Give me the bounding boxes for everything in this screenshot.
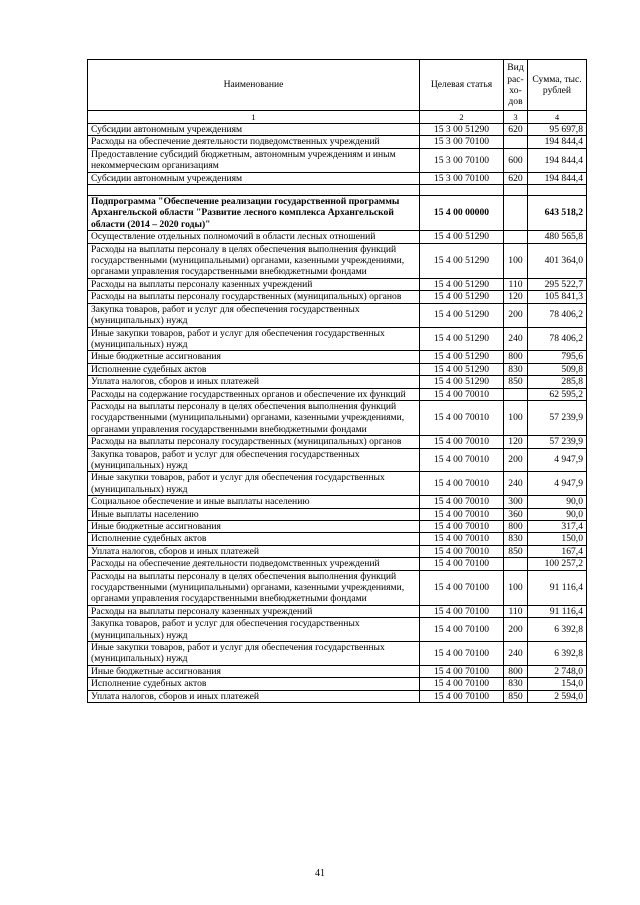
row-target-article-cell: 15 4 00 70100 <box>420 605 504 617</box>
row-expense-type-cell: 110 <box>504 278 528 290</box>
row-expense-type-cell: 360 <box>504 508 528 520</box>
column-number: 3 <box>504 111 528 124</box>
row-expense-type-cell <box>504 388 528 400</box>
row-amount-cell: 91 116,4 <box>528 570 587 605</box>
table-row <box>88 351 587 363</box>
table-row <box>88 533 587 545</box>
table-row <box>88 363 587 375</box>
row-target-article-cell: 15 4 00 70010 <box>420 545 504 557</box>
row-amount-cell: 194 844,4 <box>528 136 587 148</box>
table-row <box>88 376 587 388</box>
table-row <box>88 570 587 605</box>
table-row <box>88 388 587 400</box>
header-name: Наименование <box>88 60 420 111</box>
header-target-article: Целевая статья <box>420 60 504 111</box>
row-name-cell: Уплата налогов, сборов и иных платежей <box>88 545 420 557</box>
table-row <box>88 278 587 290</box>
row-amount-cell: 643 518,2 <box>528 196 587 231</box>
table-row <box>88 605 587 617</box>
column-number: 1 <box>88 111 420 124</box>
column-number-row <box>88 111 587 124</box>
row-amount-cell: 4 947,9 <box>528 448 587 472</box>
row-name-cell: Уплата налогов, сборов и иных платежей <box>88 690 420 702</box>
row-expense-type-cell <box>504 196 528 231</box>
row-expense-type-cell: 240 <box>504 327 528 351</box>
row-target-article-cell: 15 4 00 70010 <box>420 496 504 508</box>
row-amount-cell: 167,4 <box>528 545 587 557</box>
row-target-article-cell: 15 4 00 00000 <box>420 196 504 231</box>
table-row <box>88 472 587 496</box>
row-expense-type-cell <box>504 558 528 570</box>
table-row <box>88 124 587 136</box>
row-expense-type-cell: 100 <box>504 400 528 435</box>
table-row <box>88 327 587 351</box>
row-amount-cell: 91 116,4 <box>528 605 587 617</box>
spacer-row <box>88 185 587 196</box>
row-target-article-cell: 15 4 00 51290 <box>420 351 504 363</box>
row-name-cell: Закупка товаров, работ и услуг для обеспечения государственных (муниципальных) нужд <box>88 448 420 472</box>
row-amount-cell: 150,0 <box>528 533 587 545</box>
table-header-row <box>88 60 587 111</box>
row-target-article-cell: 15 4 00 70010 <box>420 521 504 533</box>
row-amount-cell: 6 392,8 <box>528 642 587 666</box>
row-amount-cell: 100 257,2 <box>528 558 587 570</box>
table-row <box>88 618 587 642</box>
table-row <box>88 678 587 690</box>
row-name-cell: Субсидии автономным учреждениям <box>88 124 420 136</box>
row-target-article-cell: 15 4 00 70010 <box>420 472 504 496</box>
row-name-cell: Расходы на выплаты персоналу казенных учреждений <box>88 278 420 290</box>
row-name-cell: Субсидии автономным учреждениям <box>88 172 420 184</box>
table-row <box>88 231 587 243</box>
row-amount-cell: 295 522,7 <box>528 278 587 290</box>
row-target-article-cell: 15 3 00 51290 <box>420 124 504 136</box>
row-expense-type-cell: 800 <box>504 665 528 677</box>
row-name-cell: Закупка товаров, работ и услуг для обеспечения государственных (муниципальных) нужд <box>88 618 420 642</box>
spacer-cell <box>504 185 528 196</box>
row-expense-type-cell <box>504 136 528 148</box>
row-expense-type-cell: 240 <box>504 472 528 496</box>
row-target-article-cell: 15 4 00 70010 <box>420 388 504 400</box>
row-target-article-cell: 15 3 00 70100 <box>420 136 504 148</box>
row-amount-cell: 105 841,3 <box>528 291 587 303</box>
spacer-cell <box>528 185 587 196</box>
row-expense-type-cell: 300 <box>504 496 528 508</box>
row-amount-cell: 194 844,4 <box>528 172 587 184</box>
row-expense-type-cell: 620 <box>504 124 528 136</box>
table-row <box>88 291 587 303</box>
table-body <box>88 124 587 703</box>
row-name-cell: Иные бюджетные ассигнования <box>88 351 420 363</box>
row-name-cell: Исполнение судебных актов <box>88 363 420 375</box>
row-target-article-cell: 15 4 00 70010 <box>420 508 504 520</box>
row-amount-cell: 6 392,8 <box>528 618 587 642</box>
table-row <box>88 448 587 472</box>
row-target-article-cell: 15 4 00 70010 <box>420 533 504 545</box>
table-row <box>88 545 587 557</box>
row-target-article-cell: 15 4 00 70100 <box>420 570 504 605</box>
row-amount-cell: 4 947,9 <box>528 472 587 496</box>
row-amount-cell: 90,0 <box>528 508 587 520</box>
row-amount-cell: 2 748,0 <box>528 665 587 677</box>
row-expense-type-cell <box>504 231 528 243</box>
row-expense-type-cell: 200 <box>504 303 528 327</box>
row-amount-cell: 795,6 <box>528 351 587 363</box>
table-row <box>88 521 587 533</box>
row-amount-cell: 480 565,8 <box>528 231 587 243</box>
row-expense-type-cell: 850 <box>504 690 528 702</box>
row-name-cell: Расходы на выплаты персоналу в целях обеспечения выполнения функций государственными (муниципальными) органами, казенными учреждениями, органами управления государственными внебюджетными фондами <box>88 570 420 605</box>
row-expense-type-cell: 100 <box>504 243 528 278</box>
row-amount-cell: 95 697,8 <box>528 124 587 136</box>
row-target-article-cell: 15 3 00 70100 <box>420 148 504 172</box>
table-row <box>88 243 587 278</box>
row-amount-cell: 57 239,9 <box>528 436 587 448</box>
row-expense-type-cell: 830 <box>504 678 528 690</box>
row-name-cell: Социальное обеспечение и иные выплаты населению <box>88 496 420 508</box>
row-amount-cell: 317,4 <box>528 521 587 533</box>
row-amount-cell: 62 595,2 <box>528 388 587 400</box>
column-number: 4 <box>528 111 587 124</box>
subprogram-row <box>88 196 587 231</box>
row-name-cell: Иные закупки товаров, работ и услуг для обеспечения государственных (муниципальных) нужд <box>88 327 420 351</box>
table-row <box>88 436 587 448</box>
row-target-article-cell: 15 4 00 51290 <box>420 278 504 290</box>
row-name-cell: Расходы на выплаты персоналу государственных (муниципальных) органов <box>88 291 420 303</box>
row-expense-type-cell: 800 <box>504 521 528 533</box>
page-number: 41 <box>315 868 325 879</box>
row-target-article-cell: 15 4 00 70010 <box>420 436 504 448</box>
row-name-cell: Расходы на выплаты персоналу государственных (муниципальных) органов <box>88 436 420 448</box>
row-amount-cell: 194 844,4 <box>528 148 587 172</box>
row-target-article-cell: 15 4 00 70100 <box>420 618 504 642</box>
table-row <box>88 148 587 172</box>
row-name-cell: Расходы на выплаты персоналу в целях обеспечения выполнения функций государственными (муниципальными) органами, казенными учреждениями, органами управления государственными внебюджетными фондами <box>88 243 420 278</box>
row-expense-type-cell: 100 <box>504 570 528 605</box>
budget-table <box>87 59 587 703</box>
row-name-cell: Иные закупки товаров, работ и услуг для обеспечения государственных (муниципальных) нужд <box>88 472 420 496</box>
row-expense-type-cell: 830 <box>504 363 528 375</box>
table-row <box>88 136 587 148</box>
row-target-article-cell: 15 4 00 51290 <box>420 303 504 327</box>
row-target-article-cell: 15 4 00 70100 <box>420 665 504 677</box>
row-amount-cell: 154,0 <box>528 678 587 690</box>
row-name-cell: Иные бюджетные ассигнования <box>88 521 420 533</box>
row-name-cell: Осуществление отдельных полномочий в области лесных отношений <box>88 231 420 243</box>
row-amount-cell: 285,8 <box>528 376 587 388</box>
row-expense-type-cell: 200 <box>504 618 528 642</box>
row-target-article-cell: 15 3 00 70100 <box>420 172 504 184</box>
spacer-cell <box>420 185 504 196</box>
row-amount-cell: 401 364,0 <box>528 243 587 278</box>
row-target-article-cell: 15 4 00 70010 <box>420 448 504 472</box>
row-expense-type-cell: 850 <box>504 545 528 557</box>
row-expense-type-cell: 620 <box>504 172 528 184</box>
row-name-cell: Уплата налогов, сборов и иных платежей <box>88 376 420 388</box>
row-target-article-cell: 15 4 00 51290 <box>420 363 504 375</box>
row-target-article-cell: 15 4 00 51290 <box>420 231 504 243</box>
row-name-cell: Подпрограмма "Обеспечение реализации государственной программы Архангельской области "Развитие лесного комплекса Архангельской области (2014 – 2020 годы)" <box>88 196 420 231</box>
row-expense-type-cell: 200 <box>504 448 528 472</box>
row-target-article-cell: 15 4 00 51290 <box>420 327 504 351</box>
row-expense-type-cell: 830 <box>504 533 528 545</box>
row-target-article-cell: 15 4 00 51290 <box>420 243 504 278</box>
row-target-article-cell: 15 4 00 70100 <box>420 690 504 702</box>
column-number: 2 <box>420 111 504 124</box>
row-amount-cell: 78 406,2 <box>528 303 587 327</box>
table-row <box>88 508 587 520</box>
row-expense-type-cell: 120 <box>504 436 528 448</box>
row-expense-type-cell: 110 <box>504 605 528 617</box>
row-name-cell: Закупка товаров, работ и услуг для обеспечения государственных (муниципальных) нужд <box>88 303 420 327</box>
row-name-cell: Исполнение судебных актов <box>88 678 420 690</box>
table-row <box>88 558 587 570</box>
row-target-article-cell: 15 4 00 51290 <box>420 376 504 388</box>
row-name-cell: Расходы на обеспечение деятельности подведомственных учреждений <box>88 558 420 570</box>
table-row <box>88 400 587 435</box>
row-expense-type-cell: 600 <box>504 148 528 172</box>
row-target-article-cell: 15 4 00 51290 <box>420 291 504 303</box>
row-amount-cell: 509,8 <box>528 363 587 375</box>
header-expense-type: Вид рас-хо-дов <box>504 60 528 111</box>
row-expense-type-cell: 800 <box>504 351 528 363</box>
header-amount: Сумма, тыс. рублей <box>528 60 587 111</box>
row-name-cell: Расходы на выплаты персоналу казенных учреждений <box>88 605 420 617</box>
table-row <box>88 303 587 327</box>
row-name-cell: Иные закупки товаров, работ и услуг для обеспечения государственных (муниципальных) нужд <box>88 642 420 666</box>
row-name-cell: Расходы на выплаты персоналу в целях обеспечения выполнения функций государственными (муниципальными) органами, казенными учреждениями, органами управления государственными внебюджетными фондами <box>88 400 420 435</box>
row-amount-cell: 90,0 <box>528 496 587 508</box>
row-name-cell: Расходы на обеспечение деятельности подведомственных учреждений <box>88 136 420 148</box>
row-target-article-cell: 15 4 00 70100 <box>420 558 504 570</box>
row-name-cell: Расходы на содержание государственных органов и обеспечение их функций <box>88 388 420 400</box>
row-amount-cell: 57 239,9 <box>528 400 587 435</box>
table-row <box>88 496 587 508</box>
row-amount-cell: 78 406,2 <box>528 327 587 351</box>
row-name-cell: Предоставление субсидий бюджетным, автономным учреждениям и иным некоммерческим организациям <box>88 148 420 172</box>
row-expense-type-cell: 850 <box>504 376 528 388</box>
row-target-article-cell: 15 4 00 70010 <box>420 400 504 435</box>
row-target-article-cell: 15 4 00 70100 <box>420 678 504 690</box>
row-name-cell: Исполнение судебных актов <box>88 533 420 545</box>
row-target-article-cell: 15 4 00 70100 <box>420 642 504 666</box>
table-row <box>88 642 587 666</box>
row-expense-type-cell: 120 <box>504 291 528 303</box>
table-row <box>88 690 587 702</box>
table-row <box>88 172 587 184</box>
row-expense-type-cell: 240 <box>504 642 528 666</box>
row-name-cell: Иные бюджетные ассигнования <box>88 665 420 677</box>
row-amount-cell: 2 594,0 <box>528 690 587 702</box>
row-name-cell: Иные выплаты населению <box>88 508 420 520</box>
spacer-cell <box>88 185 420 196</box>
table-row <box>88 665 587 677</box>
